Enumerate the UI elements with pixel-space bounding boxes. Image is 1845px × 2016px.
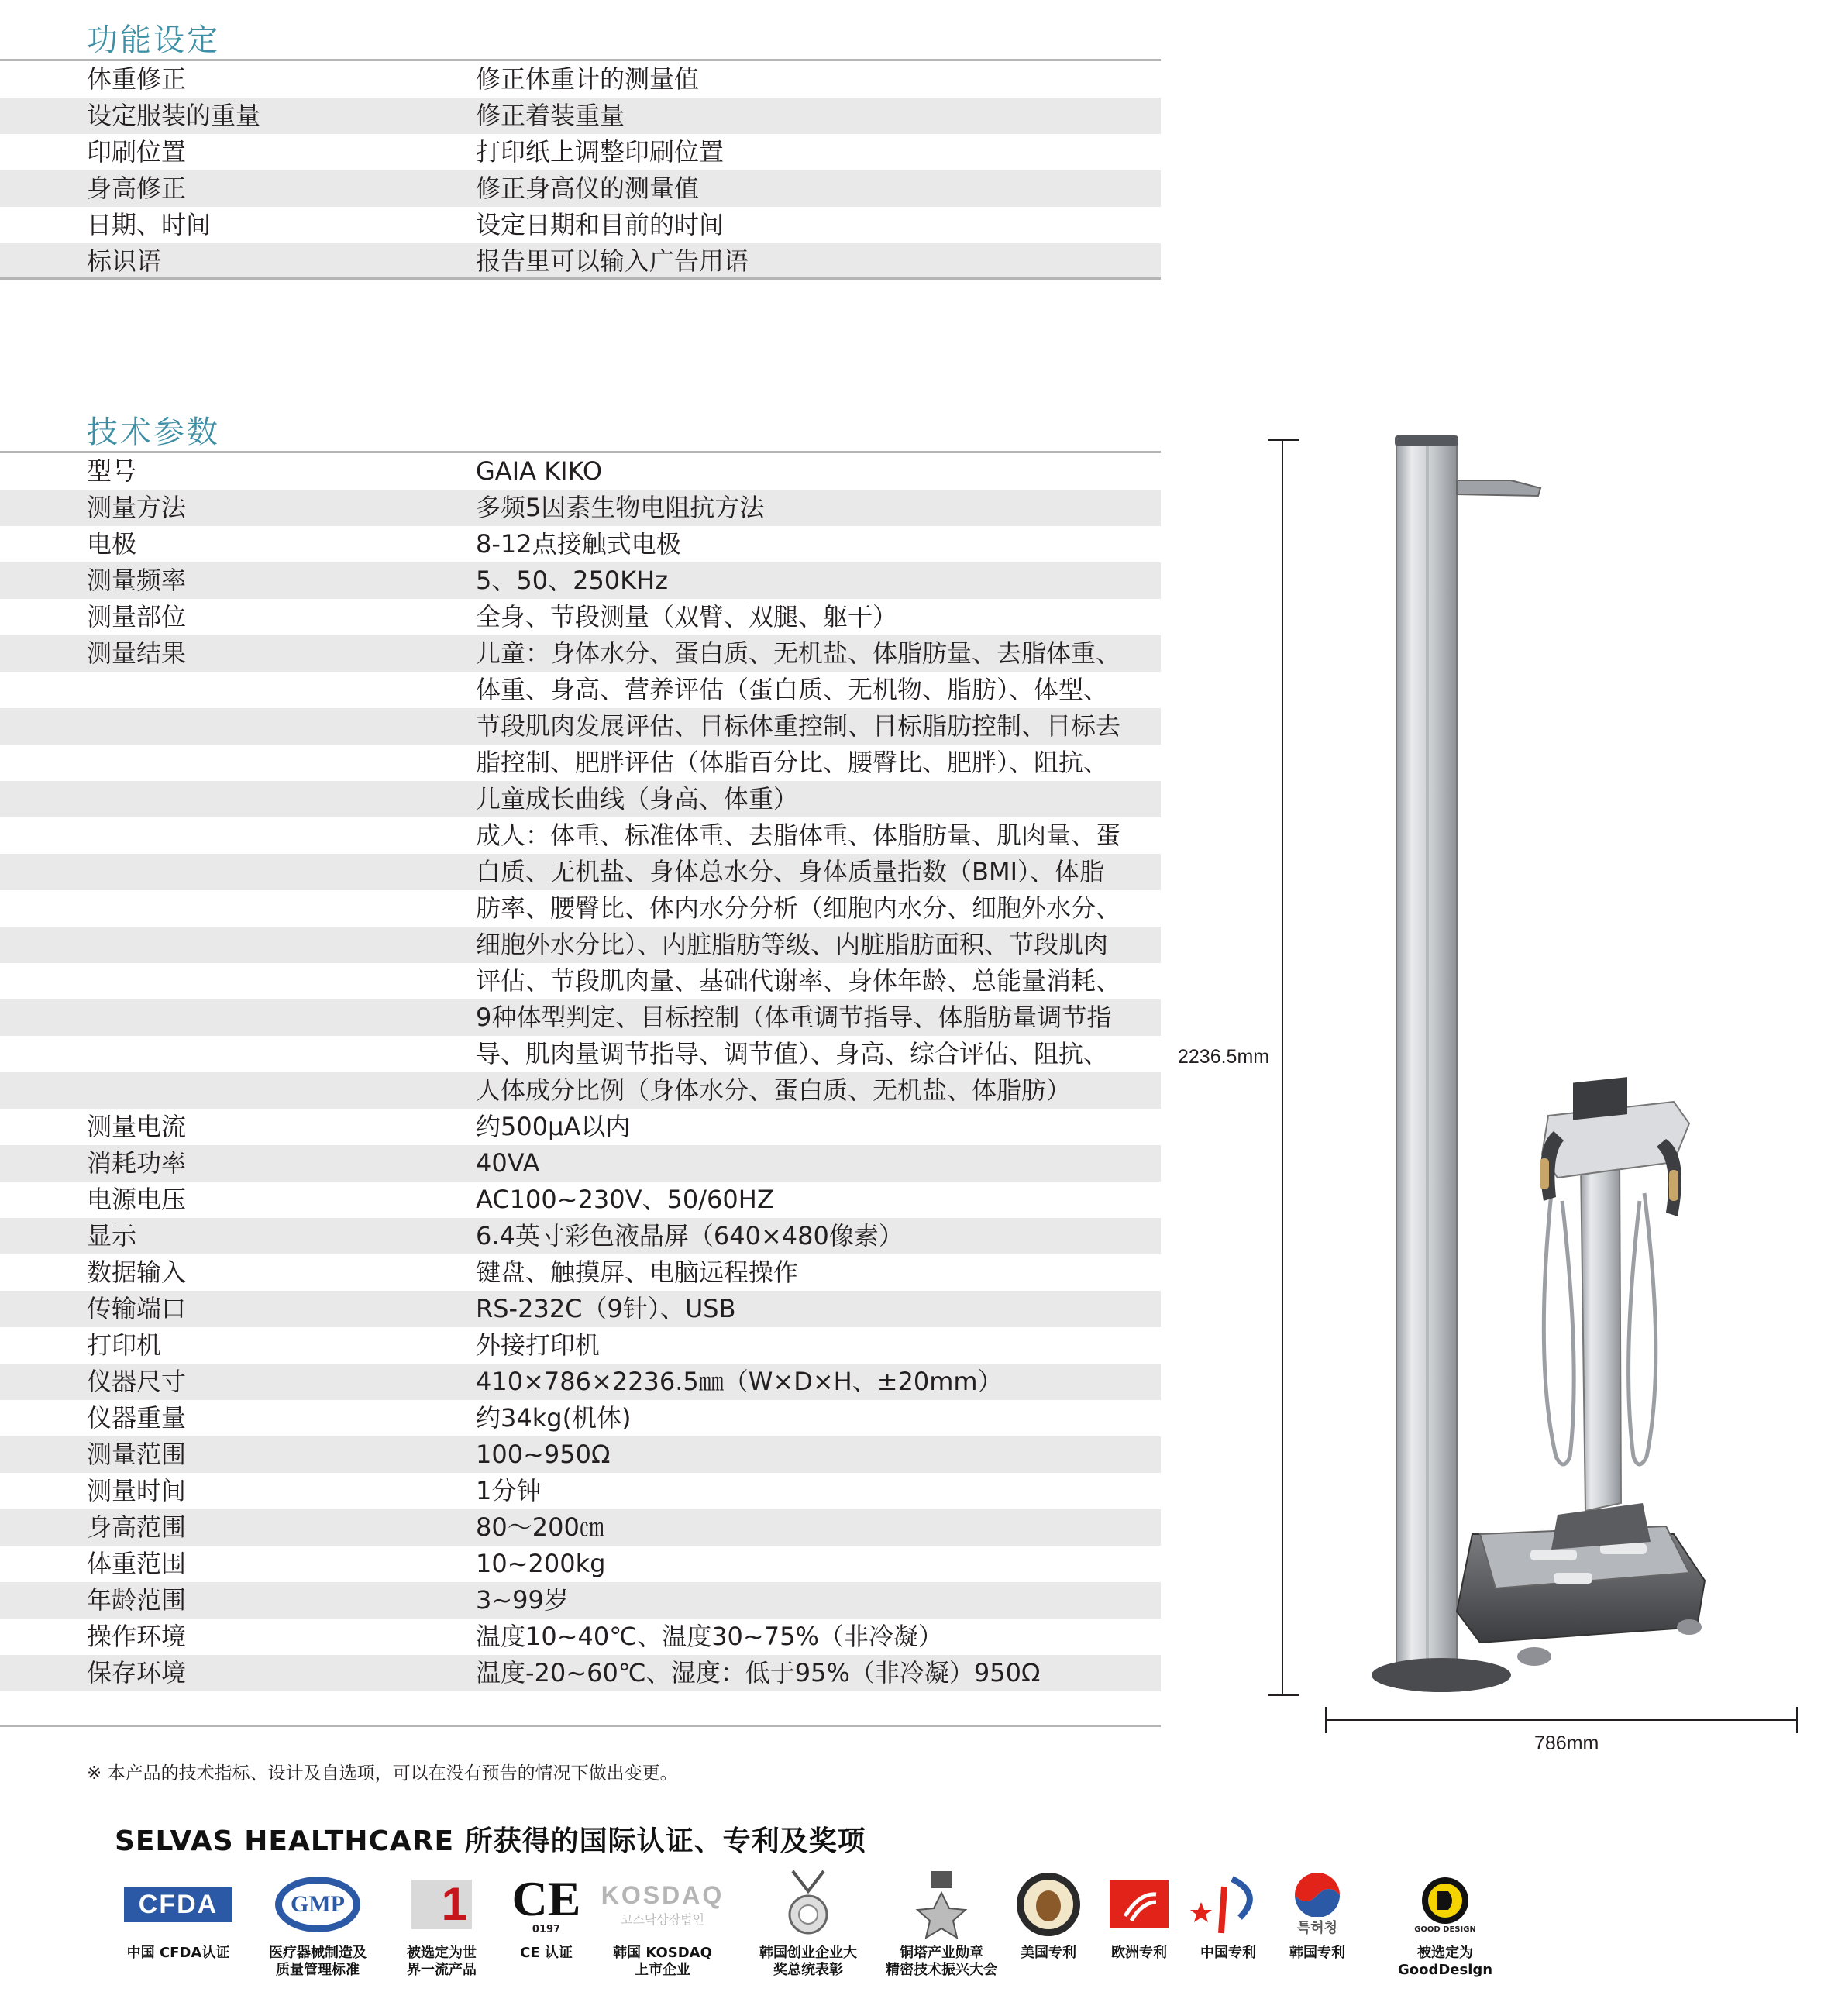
setting-value: 打印纸上调整印刷位置 [476, 137, 725, 167]
cert-good-design: GOOD DESIGN 被选定为 GoodDesign [1387, 1869, 1503, 1979]
tech-param-row [0, 1218, 1161, 1254]
param-value: 410×786×2236.5㎜（W×D×H、±20mm） [476, 1367, 1003, 1396]
height-dimension-bottom-tick [1268, 1694, 1299, 1696]
cert-cn-patent: 中国专利 [1178, 1869, 1279, 1962]
tech-params-table [0, 453, 1161, 1691]
depth-dimension-right-tick [1796, 1707, 1798, 1733]
param-label: 测量时间 [87, 1476, 187, 1505]
cert-eu-patent: 欧洲专利 [1089, 1869, 1189, 1962]
param-label: 测量电流 [87, 1112, 187, 1141]
param-value: 3~99岁 [476, 1585, 569, 1615]
cert-ce: CE 0197 CE 认证 [511, 1870, 581, 1961]
tech-param-row [0, 1400, 1161, 1436]
body-composition-analyzer-image [1348, 434, 1720, 1705]
tech-param-row [0, 708, 1161, 745]
param-label: 年龄范围 [87, 1585, 187, 1615]
tech-param-row [0, 817, 1161, 854]
param-value: 温度10~40℃、温度30~75%（非冷凝） [476, 1622, 943, 1651]
param-label: 操作环境 [87, 1622, 187, 1651]
kosdaq-logo-icon: KOSDAQ [601, 1881, 725, 1909]
param-value: 多频5因素生物电阻抗方法 [476, 493, 765, 522]
disclaimer-note: ※ 本产品的技术指标、设计及自选项，可以在没有预告的情况下做出变更。 [87, 1763, 678, 1784]
param-label: 仪器重量 [87, 1403, 187, 1433]
param-value: 5、50、250KHz [476, 566, 669, 595]
param-label: 显示 [87, 1221, 137, 1251]
setting-label: 印刷位置 [87, 137, 187, 167]
param-label: 传输端口 [87, 1294, 187, 1323]
param-label: 测量结果 [87, 638, 187, 668]
param-value: 人体成分比例（身体水分、蛋白质、无机盐、体脂肪） [476, 1075, 1072, 1105]
tech-param-row [0, 1619, 1161, 1655]
tech-params-bottom-rule [0, 1725, 1161, 1727]
param-label: 身高范围 [87, 1512, 187, 1542]
param-value: 儿童成长曲线（身高、体重） [476, 784, 799, 814]
param-value: 全身、节段测量（双臂、双腿、躯干） [476, 602, 898, 631]
param-value: GAIA KIKO [476, 456, 603, 486]
cert-startup-award: 韩国创业企业大 奖总统表彰 [750, 1869, 866, 1979]
cert-kosdaq: KOSDAQ 코스닥상장법인 韩国 KOSDAQ 上市企业 [601, 1881, 725, 1978]
setting-label: 身高修正 [87, 174, 187, 203]
tech-param-row [0, 999, 1161, 1036]
tech-param-row [0, 1655, 1161, 1691]
param-label: 保存环境 [87, 1658, 187, 1687]
tech-param-row [0, 1145, 1161, 1182]
certifications-title: SELVAS HEALTHCARE 所获得的国际认证、专利及奖项 [115, 1825, 866, 1857]
param-value: 键盘、触摸屏、电脑远程操作 [476, 1257, 799, 1287]
param-value: 节段肌肉发展评估、目标体重控制、目标脂肪控制、目标去 [476, 711, 1121, 741]
tech-param-row [0, 963, 1161, 999]
param-label: 测量频率 [87, 566, 187, 595]
cfda-logo-icon: CFDA [124, 1887, 232, 1922]
param-label: 电源电压 [87, 1185, 187, 1214]
function-settings-row [0, 170, 1161, 207]
tech-param-row [0, 490, 1161, 526]
depth-dimension-line [1325, 1719, 1798, 1721]
setting-value: 修正着装重量 [476, 101, 625, 130]
function-settings-row [0, 243, 1161, 280]
function-settings-bottom-rule [0, 277, 1161, 280]
param-value: 8-12点接触式电极 [476, 529, 681, 559]
depth-dimension-label: 786mm [1534, 1732, 1599, 1754]
cert-industry-medal: 铜塔产业勋章 精密技术振兴大会 [883, 1869, 1000, 1979]
function-settings-title: 功能设定 [87, 22, 220, 58]
param-value: 评估、节段肌肉量、基础代谢率、身体年龄、总能量消耗、 [476, 966, 1121, 996]
height-dimension-line [1282, 440, 1283, 1695]
tech-param-row [0, 854, 1161, 890]
cert-kr-patent: 특허청 韩国专利 [1267, 1869, 1368, 1962]
tech-param-row [0, 526, 1161, 562]
tech-param-row [0, 1582, 1161, 1619]
tech-params-title: 技术参数 [87, 415, 220, 450]
tech-param-row [0, 745, 1161, 781]
function-settings-row [0, 207, 1161, 243]
param-value: 脂控制、肥胖评估（体脂百分比、腰臀比、肥胖）、阻抗、 [476, 748, 1109, 777]
param-value: RS-232C（9针）、USB [476, 1294, 736, 1323]
tech-param-row [0, 1291, 1161, 1327]
setting-label: 体重修正 [87, 64, 187, 94]
tech-param-row [0, 1546, 1161, 1582]
cert-cfda: CFDA 中国 CFDA认证 [120, 1869, 236, 1962]
eu-patent-icon [1108, 1877, 1170, 1932]
param-label: 电极 [87, 529, 137, 559]
cn-patent-icon [1186, 1871, 1271, 1938]
param-value: 体重、身高、营养评估（蛋白质、无机物、脂肪）、体型、 [476, 675, 1109, 704]
tech-param-row [0, 562, 1161, 599]
function-settings-row [0, 98, 1161, 134]
tech-param-row [0, 1436, 1161, 1473]
param-label: 消耗功率 [87, 1148, 187, 1178]
setting-label: 标识语 [87, 246, 162, 276]
tech-param-row [0, 1509, 1161, 1546]
param-value: 白质、无机盐、身体总水分、身体质量指数（BMI）、体脂 [476, 857, 1105, 886]
param-value: 6.4英寸彩色液晶屏（640×480像素） [476, 1221, 904, 1251]
tech-param-row [0, 672, 1161, 708]
param-value: 1分钟 [476, 1476, 542, 1505]
tech-param-row [0, 927, 1161, 963]
param-label: 数据输入 [87, 1257, 187, 1287]
medal-icon [781, 1870, 835, 1939]
us-patent-seal-icon [1015, 1871, 1082, 1938]
setting-value: 报告里可以输入广告用语 [476, 246, 749, 276]
tech-param-row [0, 1109, 1161, 1145]
cert-gmp: GMP 医疗器械制造及 质量管理标准 [260, 1869, 376, 1979]
setting-label: 日期、时间 [87, 210, 212, 239]
param-value: 儿童：身体水分、蛋白质、无机盐、体脂肪量、去脂体重、 [476, 638, 1121, 668]
param-value: 约34kg(机体) [476, 1403, 632, 1433]
tech-param-row [0, 635, 1161, 672]
setting-value: 设定日期和目前的时间 [476, 210, 725, 239]
param-value: 成人：体重、标准体重、去脂体重、体脂肪量、肌肉量、蛋 [476, 821, 1121, 850]
param-value: 细胞外水分比）、内脏脂肪等级、内脏脂肪面积、节段肌肉 [476, 930, 1109, 959]
ce-mark-icon: CE [511, 1870, 581, 1926]
tech-param-row [0, 890, 1161, 927]
param-label: 型号 [87, 456, 137, 486]
param-value: 约500μA以内 [476, 1112, 631, 1141]
param-label: 测量部位 [87, 602, 187, 631]
function-settings-row [0, 61, 1161, 98]
tech-param-row [0, 1182, 1161, 1218]
gmp-logo-icon: GMP [275, 1877, 360, 1932]
param-value: AC100~230V、50/60HZ [476, 1185, 774, 1214]
tech-param-row [0, 1036, 1161, 1072]
function-settings-table [0, 61, 1161, 280]
setting-value: 修正体重计的测量值 [476, 64, 700, 94]
param-label: 打印机 [87, 1330, 162, 1360]
order-medal-icon [914, 1870, 969, 1939]
param-label: 体重范围 [87, 1549, 187, 1578]
tech-param-row [0, 1473, 1161, 1509]
param-value: 导、肌肉量调节指导、调节值）、身高、综合评估、阻抗、 [476, 1039, 1109, 1068]
tech-param-row [0, 781, 1161, 817]
param-value: 80～200㎝ [476, 1512, 604, 1542]
param-value: 9种体型判定、目标控制（体重调节指导、体脂肪量调节指 [476, 1003, 1112, 1032]
kr-patent-icon [1290, 1872, 1344, 1917]
world-class-product-icon: 1 [411, 1880, 472, 1929]
cert-world-class: 1 被选定为世 界一流产品 [407, 1878, 477, 1978]
param-label: 仪器尺寸 [87, 1367, 187, 1396]
tech-param-row [0, 599, 1161, 635]
tech-param-row [0, 453, 1161, 490]
height-dimension-label: 2236.5mm [1178, 1046, 1270, 1068]
function-settings-row [0, 134, 1161, 170]
param-label: 测量范围 [87, 1440, 187, 1469]
cert-us-patent: 美国专利 [998, 1869, 1099, 1962]
depth-dimension-left-tick [1325, 1707, 1327, 1733]
param-label: 测量方法 [87, 493, 187, 522]
param-value: 100~950Ω [476, 1440, 611, 1469]
param-value: 10~200kg [476, 1549, 606, 1578]
good-design-icon [1417, 1876, 1473, 1925]
tech-param-row [0, 1254, 1161, 1291]
setting-label: 设定服装的重量 [87, 101, 261, 130]
param-value: 肪率、腰臀比、体内水分分析（细胞内水分、细胞外水分、 [476, 893, 1121, 923]
setting-value: 修正身高仪的测量值 [476, 174, 700, 203]
param-value: 温度-20~60℃、湿度：低于95%（非冷凝）950Ω [476, 1658, 1041, 1687]
height-dimension-top-tick [1268, 439, 1299, 441]
param-value: 40VA [476, 1148, 540, 1178]
param-value: 外接打印机 [476, 1330, 601, 1360]
tech-param-row [0, 1072, 1161, 1109]
tech-param-row [0, 1364, 1161, 1400]
tech-param-row [0, 1327, 1161, 1364]
